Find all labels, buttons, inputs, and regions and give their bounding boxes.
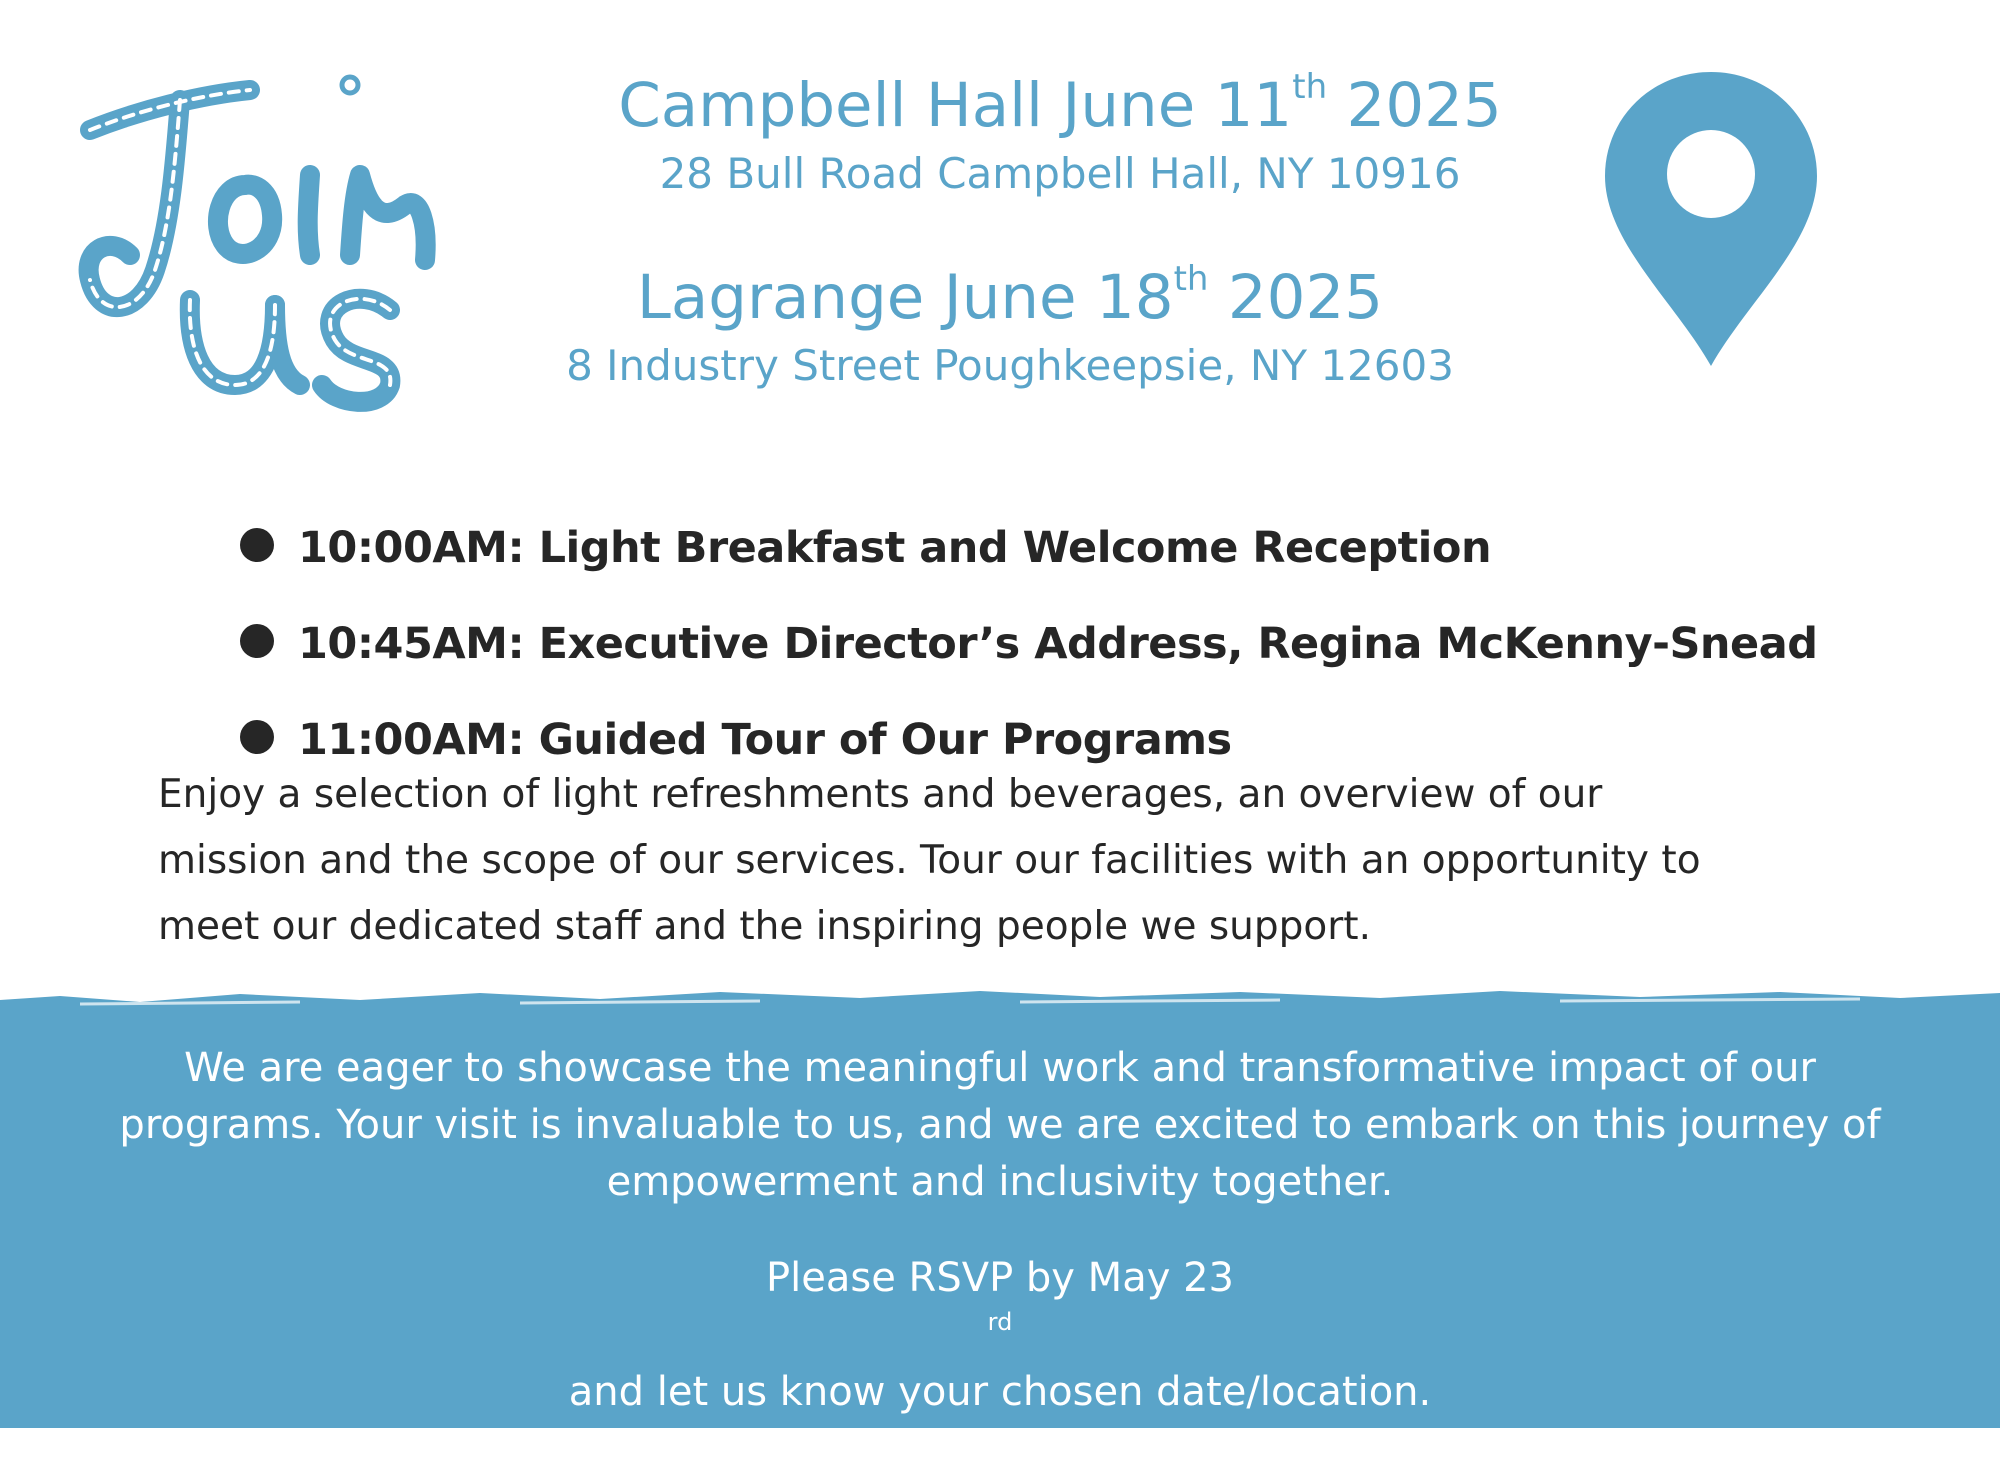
contact-line: Please contact Nicole Morris at nmorris@arcghvny.org or 845-513-5720. (278, 1426, 1722, 1472)
event-description (158, 762, 1858, 960)
event-title: Campbell Hall June 11th 2025 (618, 67, 1502, 141)
footer-band (0, 988, 2000, 1472)
bullet-dot-icon (240, 624, 274, 658)
footer-message-line: We are eager to showcase the meaningful work and transformative impact of our (184, 1045, 1816, 1091)
agenda-item (240, 596, 1940, 692)
agenda-item-text: 10:00AM: Light Breakfast and Welcome Reception (298, 523, 1492, 573)
agenda-item-text: 10:45AM: Executive Director’s Address, Regina McKenny-Snead (298, 619, 1818, 669)
location-pin-icon (1605, 72, 1817, 366)
footer-message (0, 1040, 2000, 1211)
event-address: 8 Industry Street Poughkeepsie, NY 12603 (566, 341, 1454, 390)
footer-message-line: empowerment and inclusivity together. (606, 1159, 1394, 1205)
event-address: 28 Bull Road Campbell Hall, NY 10916 (659, 149, 1461, 198)
join-us-logo (60, 55, 480, 415)
event-title: Lagrange June 18th 2025 (636, 259, 1384, 333)
agenda-item-text: 11:00AM: Guided Tour of Our Programs (298, 715, 1232, 765)
agenda-item (240, 500, 1940, 596)
description-line: mission and the scope of our services. Tour our facilities with an opportunity to (158, 838, 1701, 883)
bullet-dot-icon (240, 720, 274, 754)
join-us-lettering-icon (60, 55, 480, 415)
agenda-list (240, 500, 1940, 788)
description-line: Enjoy a selection of light refreshments and beverages, an overview of our (158, 772, 1603, 817)
event-lagrange (530, 259, 1490, 394)
rsvp-line: Please RSVP by May 23 $^{rd}$ and let us know your chosen date/location. (568, 1255, 1432, 1415)
rsvp-info (0, 1250, 2000, 1478)
description-line: meet our dedicated staff and the inspiring people we support. (158, 904, 1371, 949)
bullet-dot-icon (240, 528, 274, 562)
footer-message-line: programs. Your visit is invaluable to us, and we are excited to embark on this journey of (119, 1102, 1881, 1148)
event-campbell-hall (560, 67, 1560, 202)
